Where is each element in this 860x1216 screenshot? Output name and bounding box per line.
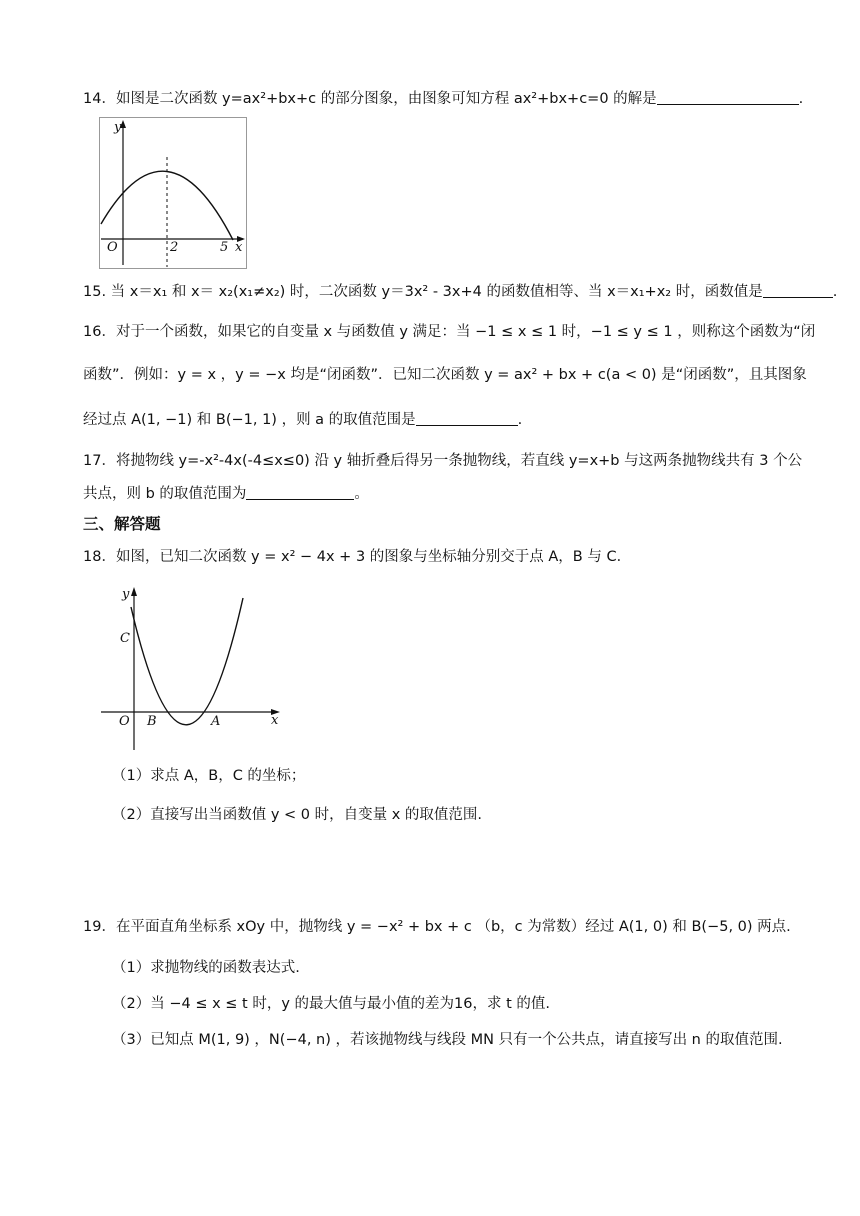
- answer-blank-17[interactable]: [246, 485, 354, 500]
- q18-parabola: [131, 598, 243, 725]
- question-16-line-3-text: 经过点 A(1, −1) 和 B(−1, 1) ，则 a 的取值范围是: [83, 412, 416, 428]
- question-16-end: .: [517, 412, 523, 428]
- q14-graph: [99, 117, 247, 269]
- question-15-end: .: [832, 284, 838, 300]
- q18-x-label: x: [271, 713, 279, 728]
- q18-point-a-label: A: [211, 714, 221, 729]
- q18-y-arrow: [131, 587, 137, 596]
- question-17-line-2: [83, 484, 369, 504]
- question-19-part-1: （1）求抛物线的函数表达式.: [112, 960, 300, 976]
- question-17-line-1: 17．将抛物线 y=-x²-4x(-4≤x≤0) 沿 y 轴折叠后得另一条抛物线，若直线 y=x+b 与这两条抛物线共有 3 个公: [83, 453, 803, 469]
- question-14: [83, 89, 803, 109]
- answer-blank-16[interactable]: [416, 411, 518, 426]
- question-18-part-1: （1）求点 A，B，C 的坐标；: [112, 768, 306, 784]
- q14-y-label: y: [114, 120, 122, 135]
- question-14-text: 14．如图是二次函数 y=ax²+bx+c 的部分图象，由图象可知方程 ax²+bx+c=0 的解是: [83, 91, 657, 107]
- answer-blank-14[interactable]: [657, 90, 799, 105]
- q18-y-label: y: [122, 587, 130, 602]
- question-15: [83, 282, 837, 302]
- question-17-end: 。: [354, 486, 369, 502]
- q14-tick-5: 5: [220, 240, 229, 255]
- q18-graph: [99, 584, 283, 754]
- question-19-part-3: （3）已知点 M(1, 9) ，N(−4, n) ，若该抛物线与线段 MN 只有一个公共点，请直接写出 n 的取值范围.: [112, 1032, 783, 1048]
- q18-point-b-label: B: [147, 714, 157, 729]
- question-17-line-2-text: 共点，则 b 的取值范围为: [83, 486, 247, 502]
- question-19-part-2: （2）当 −4 ≤ x ≤ t 时，y 的最大值与最小值的差为16，求 t 的值.: [112, 996, 550, 1012]
- question-18-part-2: （2）直接写出当函数值 y < 0 时，自变量 x 的取值范围.: [112, 807, 483, 823]
- q14-x-label: x: [235, 240, 243, 255]
- q14-tick-2: 2: [170, 240, 179, 255]
- question-14-end: .: [798, 91, 804, 107]
- answer-blank-15[interactable]: [763, 283, 833, 298]
- question-16-line-1: 16．对于一个函数，如果它的自变量 x 与函数值 y 满足：当 −1 ≤ x ≤ 1 时，−1 ≤ y ≤ 1 ，则称这个函数为“闭: [83, 324, 816, 340]
- q18-origin-label: O: [119, 714, 130, 729]
- question-15-text: 15. 当 x＝x₁ 和 x＝ x₂(x₁≠x₂) 时，二次函数 y＝3x² - 3x+4 的函数值相等、当 x＝x₁+x₂ 时，函数值是: [83, 284, 763, 300]
- q18-point-c-label: C: [120, 631, 130, 646]
- section-title: 三、解答题: [83, 515, 161, 533]
- question-19-text: 19．在平面直角坐标系 xOy 中，抛物线 y = −x² + bx + c （b，c 为常数）经过 A(1, 0) 和 B(−5, 0) 两点.: [83, 919, 791, 935]
- question-16-line-2: 函数”．例如：y = x ，y = −x 均是“闭函数”．已知二次函数 y = ax² + bx + c(a < 0) 是“闭函数”，且其图象: [83, 367, 807, 383]
- question-16-line-3: [83, 410, 522, 430]
- q14-origin-label: O: [107, 240, 118, 255]
- question-18-text: 18．如图，已知二次函数 y = x² − 4x + 3 的图象与坐标轴分别交于点 A，B 与 C．: [83, 549, 632, 565]
